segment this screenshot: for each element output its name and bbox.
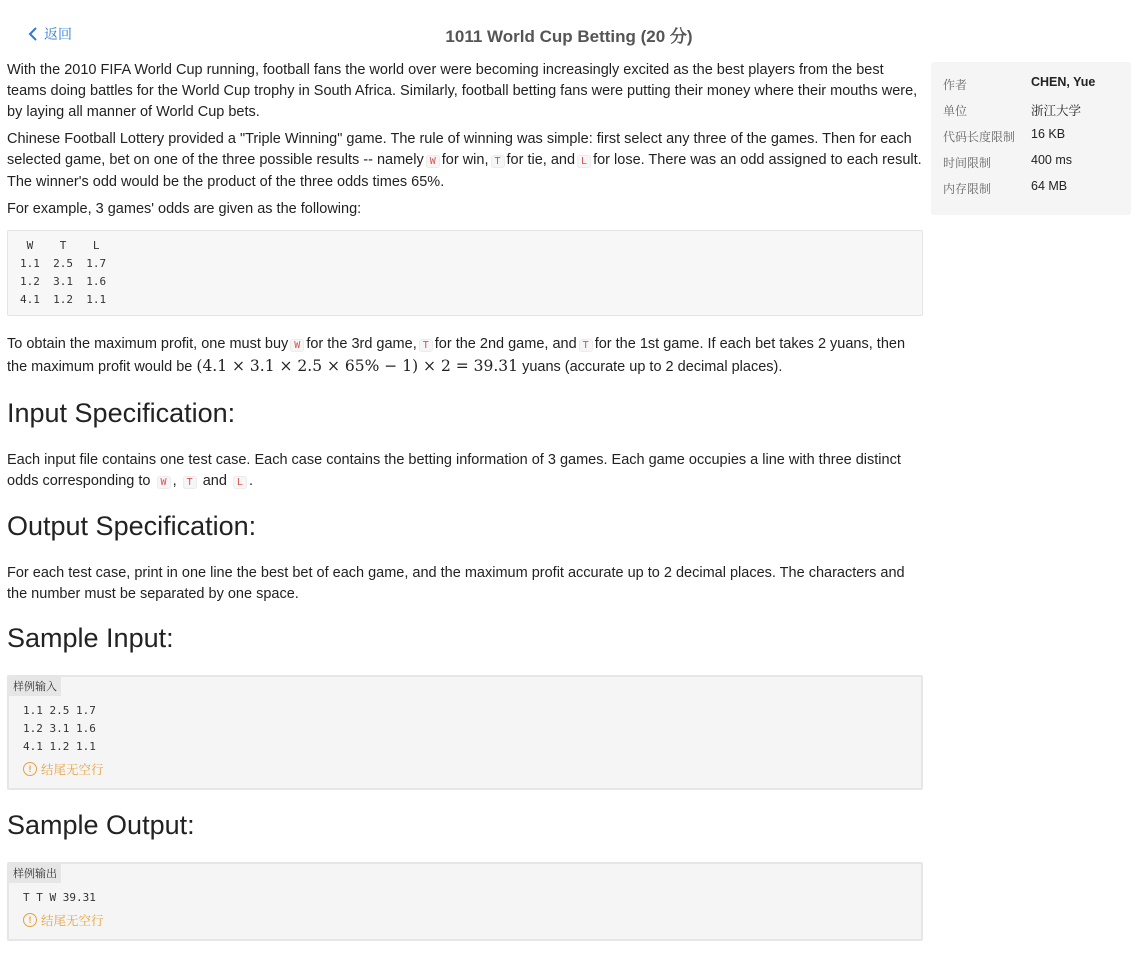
sample-input-heading: Sample Input: xyxy=(7,623,174,653)
author-label: 作者 xyxy=(943,78,968,92)
warning-icon: ! xyxy=(23,913,37,927)
code-limit-label: 代码长度限制 xyxy=(943,130,1016,144)
odds-table: W T L 1.1 2.5 1.7 1.2 3.1 1.6 4.1 1.2 1.1 xyxy=(7,230,923,316)
sample-output-warning: ! 结尾无空行 xyxy=(9,909,921,939)
input-spec-text: Each input file contains one test case. Each case contains the betting information of 3 games. Each game occupies a line with three distinct odds corresponding to W , T and L . xyxy=(7,452,901,489)
paragraph-intro: With the 2010 FIFA World Cup running, football fans the world over were becoming increasingly excited as the best players from the best teams doing battles for the World Cup trophy in South Africa. Similarly, football betting fans were putting their money where their mouths were, by laying all manner of World Cup bets. xyxy=(7,62,918,120)
sample-output-tag: 样例输出 xyxy=(9,864,61,883)
top-bar xyxy=(0,0,1138,66)
code-t: T xyxy=(579,339,593,352)
author-value: CHEN, Yue xyxy=(1031,75,1096,89)
sample-input-box xyxy=(7,675,923,790)
org-label: 单位 xyxy=(943,104,968,118)
sample-input-tag: 样例输入 xyxy=(9,677,61,696)
time-limit-value: 400 ms xyxy=(1031,153,1072,167)
code-limit-value: 16 KB xyxy=(1031,127,1066,141)
warning-icon: ! xyxy=(23,762,37,776)
sample-input-warning: ! 结尾无空行 xyxy=(9,758,921,788)
back-label: 返回 xyxy=(44,26,72,42)
time-limit-label: 时间限制 xyxy=(943,156,992,170)
page-title: 1011 World Cup Betting (20 分) xyxy=(445,27,693,46)
profit-formula: (4.1 × 3.1 × 2.5 × 65% − 1) × 2 = 39.31 xyxy=(196,357,519,375)
memory-limit-label: 内存限制 xyxy=(943,182,992,196)
problem-content xyxy=(7,60,923,957)
paragraph-example: For example, 3 games' odds are given as the following: xyxy=(7,201,362,217)
memory-limit-value: 64 MB xyxy=(1031,179,1068,193)
paragraph-rules: Chinese Football Lottery provided a "Triple Winning" game. The rule of winning was simple: first select any three of the games. Then for each selected game, bet on one of the three possible results -- namely W for win, T for tie, and L for lose. There was an odd assigned to each result. The winner's odd would be the product of the three odds times 65%. xyxy=(7,131,922,190)
problem-info-panel xyxy=(931,62,1131,215)
code-t: T xyxy=(183,476,197,489)
output-spec-heading: Output Specification: xyxy=(7,511,257,541)
paragraph-profit: To obtain the maximum profit, one must buy W for the 3rd game, T for the 2nd game, and T for the 1st game. If each bet takes 2 yuans, then the maximum profit would be (4.1 × 3.1 × 2.5 × 65% − 1) × 2 = 39.31 yuans (accurate up to 2 decimal places). xyxy=(7,336,906,375)
code-w: W xyxy=(290,339,304,352)
code-w: W xyxy=(157,476,171,489)
code-w: W xyxy=(426,155,440,168)
sample-input-body[interactable]: 1.1 2.5 1.7 1.2 3.1 1.6 4.1 1.2 1.1 xyxy=(23,704,96,753)
org-value: 浙江大学 xyxy=(1031,104,1082,118)
code-l: L xyxy=(233,476,247,489)
input-spec-heading: Input Specification: xyxy=(7,398,236,428)
code-t: T xyxy=(419,339,433,352)
sample-output-box xyxy=(7,862,923,941)
sample-output-body[interactable]: T T W 39.31 xyxy=(23,891,96,904)
code-t: T xyxy=(491,155,505,168)
code-l: L xyxy=(577,155,591,168)
sample-output-heading: Sample Output: xyxy=(7,810,195,840)
output-spec-text: For each test case, print in one line the best bet of each game, and the maximum profit accurate up to 2 decimal places. The characters and the number must be separated by one space. xyxy=(7,565,905,602)
